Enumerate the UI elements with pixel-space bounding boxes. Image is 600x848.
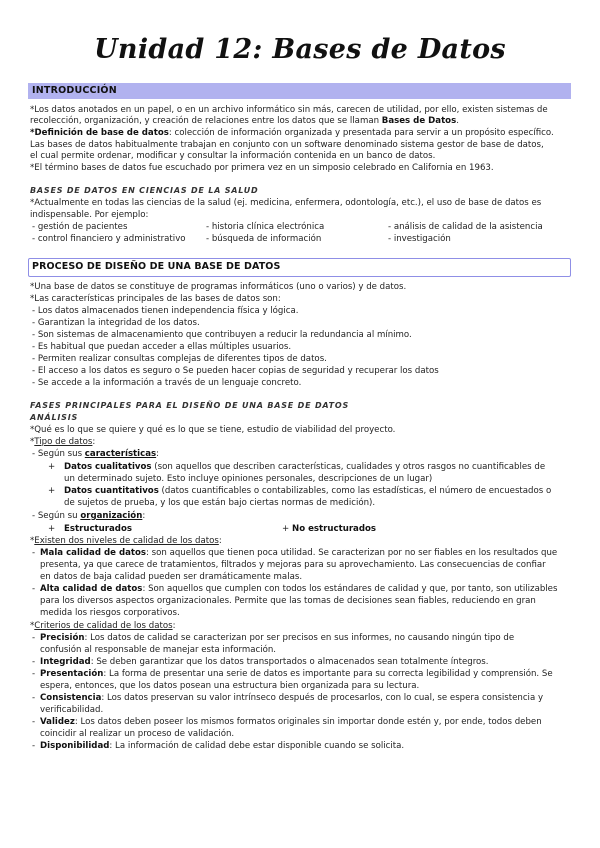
niveles-line [30, 536, 222, 547]
disponibilidad-label: Disponibilidad [40, 741, 110, 751]
cualitativos-label: Datos cualitativos [64, 462, 152, 472]
segun-prefix: - Según sus [32, 449, 85, 459]
presentacion-label: Presentación [40, 669, 104, 679]
integridad-label: Integridad [40, 657, 91, 667]
analisis-line: *Qué es lo que se quiere y qué es lo que se tiene, estudio de viabilidad del proyecto. [30, 425, 396, 435]
criterios-prefix: * [30, 621, 35, 631]
dash: - [32, 548, 36, 558]
bullet-plus: + [48, 486, 56, 496]
criterios-line [30, 621, 175, 632]
niveles-prefix: * [30, 536, 35, 546]
validez-text: : Los datos deben poseer los mismos formatos originales sin importar donde estén y, por ende, todos deben [74, 717, 542, 727]
dash: - [32, 693, 36, 703]
segun-prefix: - Según su [32, 511, 81, 521]
segun-suffix: : [156, 449, 160, 459]
estructurados-text: Estructurados [64, 524, 132, 534]
segun-caracteristicas-line [32, 449, 159, 460]
tipo-datos-label: Tipo de datos [34, 437, 93, 447]
precision-line [40, 633, 514, 644]
validez-line: coincidir al realizar un proceso de validación. [40, 729, 235, 739]
criterios-label: Criterios de calidad de los datos [34, 621, 173, 631]
dash: - [32, 657, 36, 667]
mala-calidad-label: Mala calidad de datos [40, 548, 147, 558]
no-estructurados-text: No estructurados [292, 524, 377, 534]
intro-bold: Bases de Datos [381, 116, 457, 126]
caracteristicas-label: características [84, 449, 157, 459]
definition-text: : colección de información organizada y presentada para servir a un propósito específico. [168, 128, 554, 138]
validez-label: Validez [40, 717, 75, 727]
dash: - [32, 669, 36, 679]
definition-label: *Definición de base de datos [30, 128, 169, 138]
organizacion-label: organización [80, 511, 143, 521]
dash: - [32, 584, 36, 594]
proceso-line: - Se accede a la información a través de un lenguaje concreto. [32, 378, 302, 388]
bullet-plus: + [48, 462, 56, 472]
alta-calidad-text: : Son aquellos que cumplen con todos los estándares de calidad y que, por tanto, son utilizables [142, 584, 558, 594]
alta-calidad-line: para los diversos aspectos organizacionales. Permite que las tomas de decisiones sean fiables, reduciendo en gran [40, 596, 536, 606]
proceso-line: - Es habitual que puedan acceder a ellas múltiples usuarios. [32, 342, 292, 352]
intro-line [30, 116, 459, 127]
example-item: - análisis de calidad de la asistencia [388, 222, 543, 232]
disponibilidad-line [40, 741, 404, 752]
bullet-plus: + [282, 524, 290, 534]
alta-calidad-label: Alta calidad de datos [40, 584, 143, 594]
intro-line: *Los datos anotados en un papel, o en un archivo informático sin más, carecen de utilidad, por ello, existen sistemas de [30, 105, 548, 115]
mala-calidad-line: presenta, ya que carece de tratamientos, filtrados y mejoras para su aprovechamiento. Las consecuencias de confiar [40, 560, 546, 570]
section-header-proceso-label: PROCESO DE DISEÑO DE UNA BASE DE DATOS [32, 261, 281, 272]
cuantitativos-line [64, 486, 551, 497]
consistencia-label: Consistencia [40, 693, 102, 703]
dash: - [32, 717, 36, 727]
tipo-datos-line [30, 437, 95, 448]
salud-line: indispensable. Por ejemplo: [30, 210, 149, 220]
precision-text: : Los datos de calidad se caracterizan por ser precisos en sus informes, no causando ningún tipo de [84, 633, 515, 643]
intro-line: *El término bases de datos fue escuchado por primera vez en un simposio celebrado en California en 1963. [30, 163, 494, 173]
segun-organizacion-line [32, 511, 145, 522]
proceso-line: - Son sistemas de almacenamiento que contribuyen a reducir la redundancia al mínimo. [32, 330, 412, 340]
proceso-line: *Una base de datos se constituye de programas informáticos (uno o varios) y de datos. [30, 282, 407, 292]
bullet-plus: + [48, 524, 56, 534]
disponibilidad-text: : La información de calidad debe estar disponible cuando se solicita. [109, 741, 405, 751]
page-title: Unidad 12: Bases de Datos [94, 34, 506, 65]
integridad-line [40, 657, 489, 668]
integridad-text: : Se deben garantizar que los datos transportados o almacenados sean totalmente íntegros. [90, 657, 489, 667]
validez-line [40, 717, 542, 728]
subheading-salud: BASES DE DATOS EN CIENCIAS DE LA SALUD [30, 186, 259, 195]
example-item: - control financiero y administrativo [32, 234, 186, 244]
tipo-datos-suffix: : [92, 437, 96, 447]
subheading-fases: FASES PRINCIPALES PARA EL DISEÑO DE UNA BASE DE DATOS [30, 401, 350, 410]
subheading-analisis: ANÁLISIS [30, 413, 79, 422]
intro-line: el cual permite ordenar, modificar y consultar la información contenida en un banco de datos. [30, 151, 436, 161]
cuantitativos-text: (datos cuantificables o contabilizables, como las estadísticas, el número de encuestados o [158, 486, 552, 496]
presentacion-line [40, 669, 553, 680]
section-header-intro [28, 83, 571, 99]
presentacion-text: : La forma de presentar una serie de datos es importante para su correcta legibilidad y comprensión. Se [103, 669, 553, 679]
cualitativos-line [64, 462, 545, 473]
consistencia-text: : Los datos preservan su valor intrínseco después de procesarlos, con lo cual, se espera consistencia y [101, 693, 544, 703]
salud-line: *Actualmente en todas las ciencias de la salud (ej. medicina, enfermera, odontología, etc.), el uso de base de datos es [30, 198, 542, 208]
proceso-line: - El acceso a los datos es seguro o Se pueden hacer copias de seguridad y recuperar los datos [32, 366, 439, 376]
proceso-line: *Las características principales de las bases de datos son: [30, 294, 281, 304]
presentacion-line: espera, entonces, que los datos posean una estructura bien organizada para su lectura. [40, 681, 420, 691]
precision-label: Precisión [40, 633, 85, 643]
criterios-suffix: : [172, 621, 176, 631]
proceso-line: - Permiten realizar consultas complejas de diferentes tipos de datos. [32, 354, 327, 364]
mala-calidad-text: : son aquellos que tienen poca utilidad. Se caracterizan por no ser fiables en los resultados que [146, 548, 558, 558]
intro-text: recolección, organización, y creación de relaciones entre los datos que se llaman [30, 116, 382, 126]
example-item: - búsqueda de información [206, 234, 322, 244]
tipo-datos-prefix: * [30, 437, 35, 447]
estructurados-label [64, 524, 132, 535]
section-header-proceso [28, 258, 571, 277]
proceso-line: - Los datos almacenados tienen independencia física y lógica. [32, 306, 299, 316]
example-item: - investigación [388, 234, 451, 244]
niveles-suffix: : [218, 536, 222, 546]
section-header-intro-label: INTRODUCCIÓN [32, 85, 117, 96]
segun-suffix: : [142, 511, 146, 521]
precision-line: confusión al responsable de manejar esta información. [40, 645, 277, 655]
dash: - [32, 741, 36, 751]
example-item: - historia clínica electrónica [206, 222, 325, 232]
dash: - [32, 633, 36, 643]
alta-calidad-line [40, 584, 557, 595]
cualitativos-line: un determinado sujeto. Esto incluye opiniones personales, descripciones de un lugar) [64, 474, 433, 484]
cuantitativos-label: Datos cuantitativos [64, 486, 159, 496]
intro-text: . [456, 116, 459, 126]
example-item: - gestión de pacientes [32, 222, 128, 232]
definition-line [30, 128, 554, 139]
proceso-line: - Garantizan la integridad de los datos. [32, 318, 200, 328]
consistencia-line [40, 693, 543, 704]
niveles-label: Existen dos niveles de calidad de los datos [34, 536, 219, 546]
intro-line: Las bases de datos habitualmente trabajan en conjunto con un software denominado sistema gestor de base de datos, [30, 140, 544, 150]
cualitativos-text: (son aquellos que describen características, cualidades y otros rasgos no cuantificables de [151, 462, 546, 472]
cuantitativos-line: de sujetos de prueba, y los que están bajo ciertas normas de medición). [64, 498, 376, 508]
consistencia-line: verificabilidad. [40, 705, 104, 715]
mala-calidad-line [40, 548, 557, 559]
no-estructurados-label [292, 524, 376, 535]
alta-calidad-line: medida los riesgos corporativos. [40, 608, 180, 618]
mala-calidad-line: en datos de baja calidad pueden ser dramáticamente malas. [40, 572, 303, 582]
